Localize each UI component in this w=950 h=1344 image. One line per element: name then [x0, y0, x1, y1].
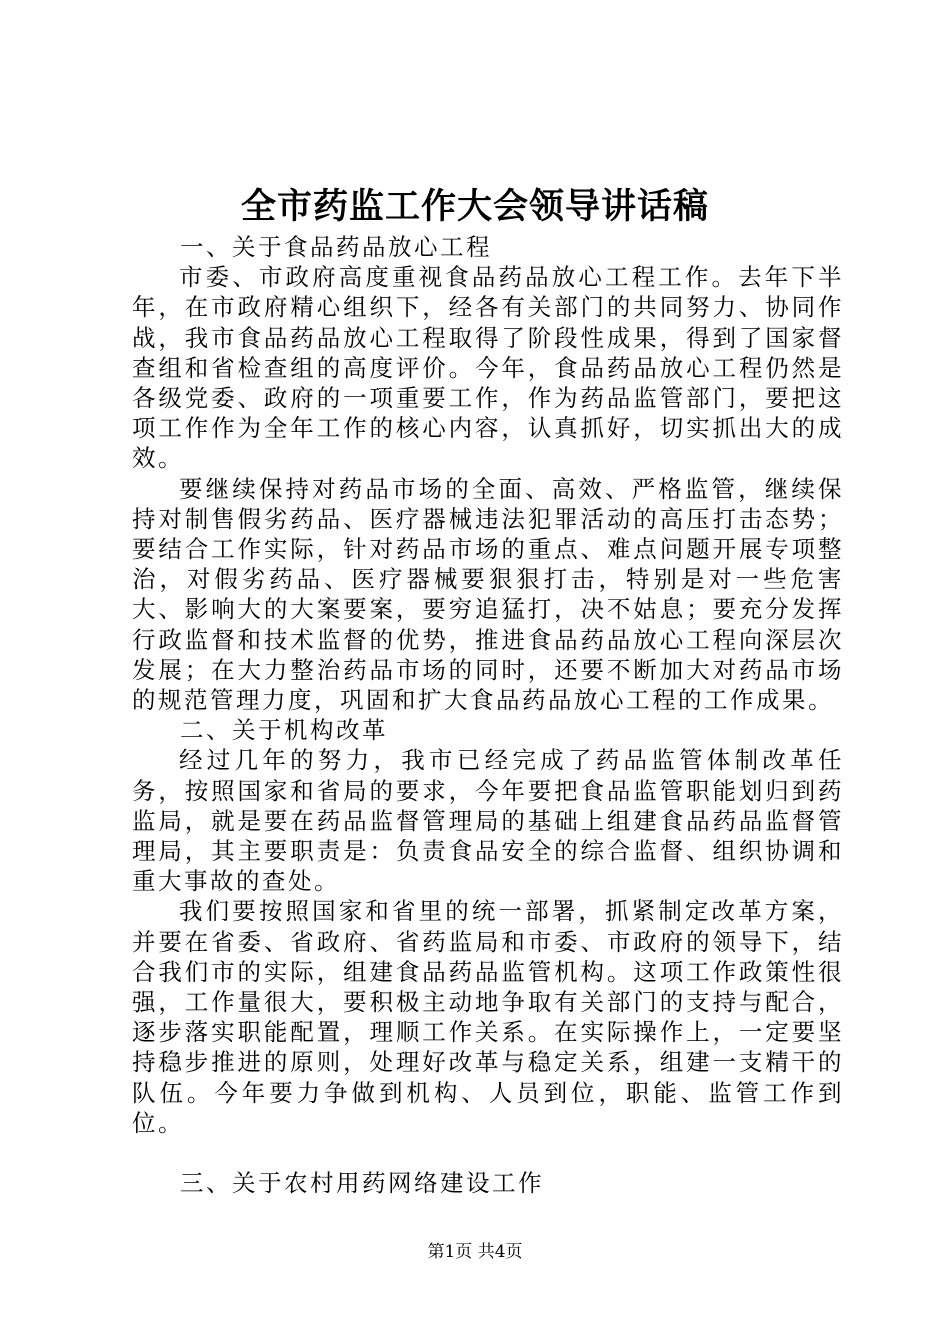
section-2-paragraph-2: 我们要按照国家和省里的统一部署，抓紧制定改革方案，并要在省委、省政府、省药监局和市委、市政府的领导下，结合我们市的实际，组建食品药品监管机构。这项工作政策性很强，工作量很大，要积极主动地争取有关部门的支持与配合，逐步落实职能配置，理顺工作关系。在实际操作上，一定要坚持稳步推进的原则，处理好改革与稳定关系，组建一支精干的队伍。今年要力争做到机构、人员到位，职能、监管工作到位。 [132, 897, 844, 1137]
document-title: 全市药监工作大会领导讲话稿 [240, 186, 709, 227]
section-spacer [132, 1138, 844, 1168]
section-1-paragraph-1: 市委、市政府高度重视食品药品放心工程工作。去年下半年，在市政府精心组织下，经各有关部门的共同努力、协同作战，我市食品药品放心工程取得了阶段性成果，得到了国家督查组和省检查组的高度评价。今年，食品药品放心工程仍然是各级党委、政府的一项重要工作，作为药品监管部门，要把这项工作作为全年工作的核心内容，认真抓好，切实抓出大的成效。 [132, 263, 844, 473]
section-heading-1: 一、关于食品药品放心工程 [180, 233, 492, 261]
section-1-paragraph-2: 要继续保持对药品市场的全面、高效、严格监管，继续保持对制售假劣药品、医疗器械违法犯罪活动的高压打击态势；要结合工作实际，针对药品市场的重点、难点问题开展专项整治，对假劣药品、医疗器械要狠狠打击，特别是对一些危害大、影响大的大案要案，要穷追猛打，决不姑息；要充分发挥行政监督和技术监督的优势，推进食品药品放心工程向深层次发展；在大力整治药品市场的同时，还要不断加大对药品市场的规范管理力度，巩固和扩大食品药品放心工程的工作成果。 [132, 474, 844, 715]
document-body [132, 232, 844, 1198]
section-2-paragraph-1: 经过几年的努力，我市已经完成了药品监管体制改革任务，按照国家和省局的要求，今年要把食品监管职能划归到药监局，就是要在药品监督管理局的基础上组建食品药品监督管理局，其主要职责是：负责食品安全的综合监督、组织协调和重大事故的查处。 [132, 746, 844, 896]
section-heading-3: 三、关于农村用药网络建设工作 [180, 1169, 544, 1198]
page-footer: 第1页 共4页 [427, 1242, 523, 1262]
section-heading-2: 二、关于机构改革 [180, 716, 388, 745]
